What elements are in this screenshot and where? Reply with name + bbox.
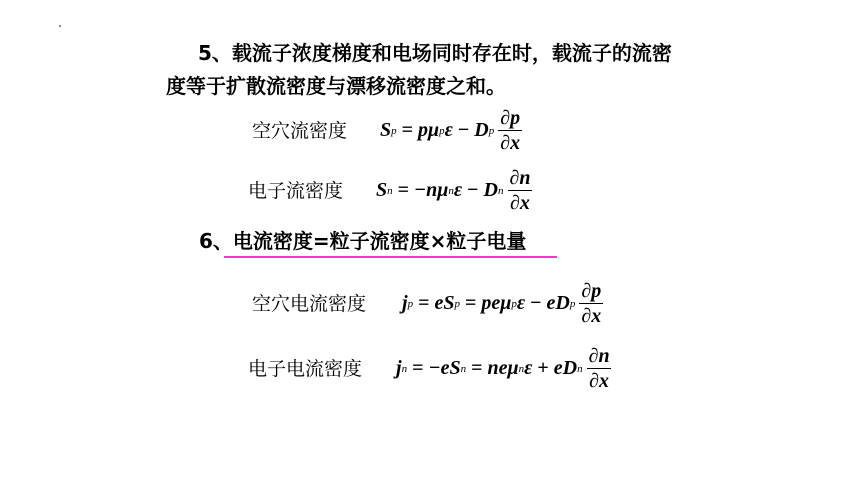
electron-flux-label: 电子流密度 (248, 180, 344, 202)
electron-current-label: 电子电流密度 (248, 358, 363, 380)
fraction-denominator: ∂x (589, 370, 610, 392)
point5-line2: 度等于扩散流密度与漂移流密度之和。 (166, 74, 506, 98)
eq-op: − (467, 179, 479, 201)
eq-term: peμ (481, 292, 512, 314)
stray-dot (59, 25, 61, 27)
eq-term: ε (516, 292, 526, 314)
electron-current-equation: j n = −eS n = neμ n ε + eD n $\frac{\partial n}{\partial x}$ (396, 345, 610, 392)
eq-rel: = (401, 119, 414, 141)
eq-term: neμ (487, 357, 519, 379)
eq-fraction (498, 107, 522, 154)
eq-term: eD (553, 357, 578, 379)
fraction-denominator: ∂x (500, 132, 521, 154)
point5-line1: 5、载流子浓度梯度和电场同时存在时，载流子的流密 (198, 41, 672, 65)
eq-lhs: j (396, 357, 402, 379)
eq-fraction (587, 345, 612, 392)
fraction-denominator: ∂x (510, 192, 530, 214)
highlight-underline (224, 256, 557, 258)
fraction-numerator: ∂p (500, 107, 521, 129)
eq-rel: = (464, 292, 477, 314)
eq-rel: = (418, 292, 430, 314)
eq-term: eD (546, 292, 570, 314)
fraction-numerator: ∂p (581, 280, 602, 302)
eq-lhs: S (376, 179, 388, 201)
eq-term: D (483, 179, 498, 201)
hole-flux-equation: S p = pμ p ε − D p $\frac{\partial p}{\partial x}$ (380, 107, 521, 154)
eq-term: D (474, 119, 489, 141)
point6-text: 6、电流密度=粒子流密度×粒子电量 (199, 229, 527, 253)
fraction-numerator: ∂n (509, 167, 531, 189)
eq-rel: = (471, 357, 483, 379)
eq-term: ε (453, 179, 463, 201)
eq-op: − (457, 119, 470, 141)
hole-current-label: 空穴电流密度 (252, 293, 367, 315)
eq-term: pμ (418, 119, 440, 141)
eq-op: + (537, 357, 549, 379)
fraction-denominator: ∂x (581, 305, 602, 327)
eq-rel: = (412, 357, 424, 379)
eq-term: ε (524, 357, 533, 379)
eq-term: eS (434, 292, 455, 314)
eq-lhs: j (402, 292, 408, 314)
electron-flux-equation: S n = −nμ n ε − D n $\frac{\partial n}{\partial x}$ (376, 167, 531, 214)
eq-lhs: S (380, 119, 392, 141)
eq-rel: = (397, 179, 410, 201)
eq-term: −eS (428, 357, 461, 379)
eq-term: −nμ (414, 179, 449, 201)
eq-fraction (507, 167, 532, 214)
eq-term: ε (444, 119, 453, 141)
eq-op: − (530, 292, 542, 314)
hole-current-equation: j p = eS p = peμ p ε − eD p $\frac{\partial p}{\partial x}$ (402, 280, 602, 327)
hole-flux-label: 空穴流密度 (252, 120, 348, 142)
fraction-numerator: ∂n (588, 345, 610, 367)
eq-fraction (579, 280, 603, 327)
